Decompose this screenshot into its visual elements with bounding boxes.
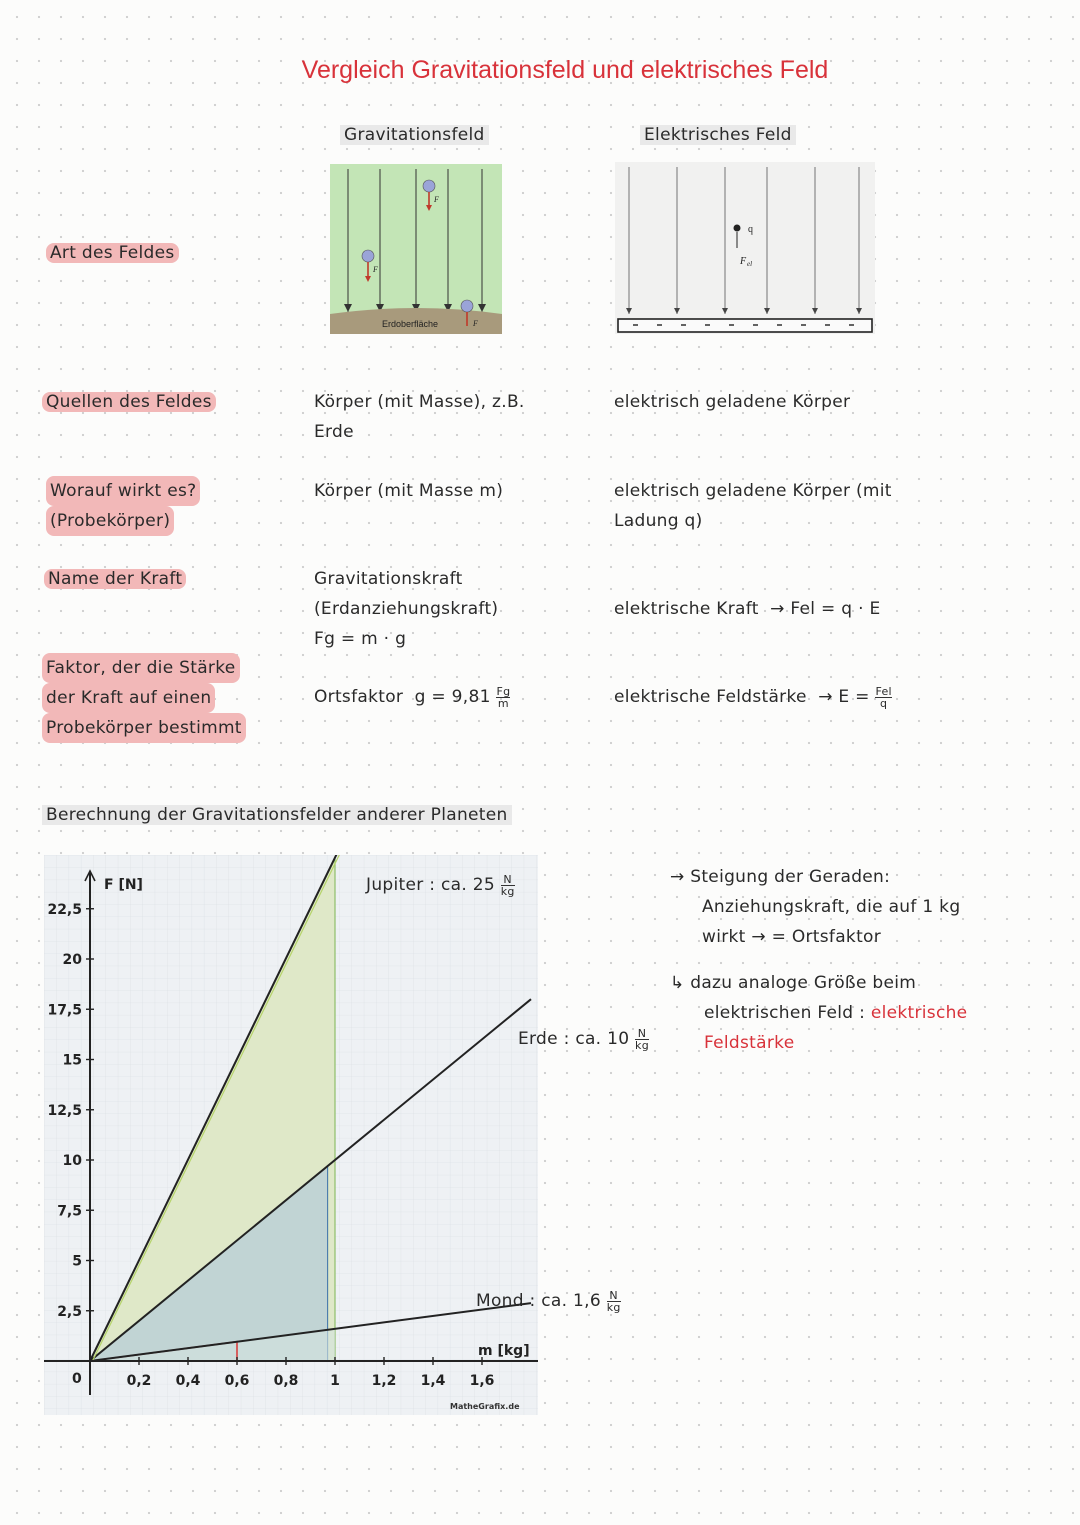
y-tick-label: 2,5 (57, 1303, 82, 1320)
x-tick-label: 0,8 (273, 1373, 299, 1389)
gravity-quellen: Körper (mit Masse), z.B. Erde (314, 392, 525, 442)
gravity-name: Gravitationskraft (Erdanziehungskraft) Fg = m · g (314, 569, 499, 649)
gravity-faktor: Ortsfaktor g = 9,81 $\frac{Fg}{m}$ (314, 684, 511, 710)
note-line-5: elektrischen Feld : elektrische (704, 1003, 968, 1023)
electric-field-figure (615, 162, 875, 334)
x-tick-label: 0,2 (126, 1373, 152, 1389)
gravity-worauf: Körper (mit Masse m) (314, 481, 504, 501)
label-quellen: Quellen des Feldes (42, 387, 216, 417)
section2-title: Berechnung der Gravitationsfelder anderer Planeten (42, 800, 512, 830)
note-line-4: ↳ dazu analoge Größe beim (670, 973, 917, 993)
charge-label: q (748, 224, 753, 235)
column-header-gravity: Gravitationsfeld (340, 120, 489, 150)
note-line-6: Feldstärke (704, 1033, 795, 1053)
y-tick-label: 12,5 (47, 1102, 82, 1119)
annotation-erde: Erde : ca. 10 $\frac{N}{kg}$ (518, 1026, 649, 1052)
x-tick-label: 1,6 (469, 1373, 495, 1389)
y-tick-label: 7,5 (57, 1203, 82, 1220)
label-faktor: Faktor, der die Stärke der Kraft auf einen Probekörper bestimmt (42, 653, 246, 743)
note-line-3: wirkt → = Ortsfaktor (702, 927, 882, 947)
label-worauf: Worauf wirkt es? (Probekörper) (46, 476, 200, 536)
y-tick-label: 10 (62, 1153, 82, 1169)
y-tick-label: 17,5 (47, 1002, 82, 1019)
y-tick-label: 20 (62, 952, 82, 968)
electric-worauf: elektrisch geladene Körper (mit Ladung q) (614, 481, 892, 531)
note-line-2: Anziehungskraft, die auf 1 kg (702, 897, 961, 917)
x-axis-label: m [kg] (478, 1343, 530, 1359)
origin-label: 0 (72, 1371, 82, 1387)
electric-force-sub: el (747, 260, 753, 268)
x-tick-label: 0,4 (175, 1373, 201, 1389)
column-header-electric: Elektrisches Feld (640, 120, 796, 150)
y-tick-label: 5 (72, 1253, 82, 1270)
electric-quellen: elektrisch geladene Körper (614, 392, 851, 412)
force-label-3: F (473, 319, 478, 328)
chart-svg (44, 855, 538, 1415)
y-axis-label: F [N] (104, 877, 143, 893)
force-mass-chart (44, 855, 538, 1415)
chart-credit: MatheGrafix.de (450, 1402, 520, 1411)
electric-force-label: F (740, 256, 747, 267)
y-tick-label: 22,5 (47, 901, 82, 918)
gravity-field-figure (330, 164, 502, 334)
page-title: Vergleich Gravitationsfeld und elektrisches Feld (301, 56, 829, 84)
electric-name: elektrische Kraft → Fel = q · E (614, 599, 881, 619)
x-tick-label: 0,6 (224, 1373, 250, 1389)
label-name: Name der Kraft (44, 564, 186, 594)
notes-block (670, 862, 967, 1058)
surface-label: Erdoberfläche (382, 319, 439, 329)
label-art: Art des Feldes (46, 238, 179, 268)
force-label-2: F (434, 195, 439, 204)
x-tick-label: 1,2 (371, 1373, 397, 1389)
electric-faktor: elektrische Feldstärke → E = $\frac{\text{Fel}}{q}$ (614, 684, 892, 710)
note-line-1: → Steigung der Geraden: (670, 867, 891, 887)
y-tick-label: 15 (62, 1052, 82, 1069)
x-tick-label: 1 (330, 1373, 340, 1389)
annotation-jupiter: Jupiter : ca. 25 $\frac{N}{kg}$ (366, 872, 515, 898)
annotation-mond: Mond : ca. 1,6 $\frac{N}{kg}$ (476, 1288, 621, 1314)
force-label-1: F (373, 265, 378, 274)
x-tick-label: 1,4 (420, 1373, 446, 1389)
